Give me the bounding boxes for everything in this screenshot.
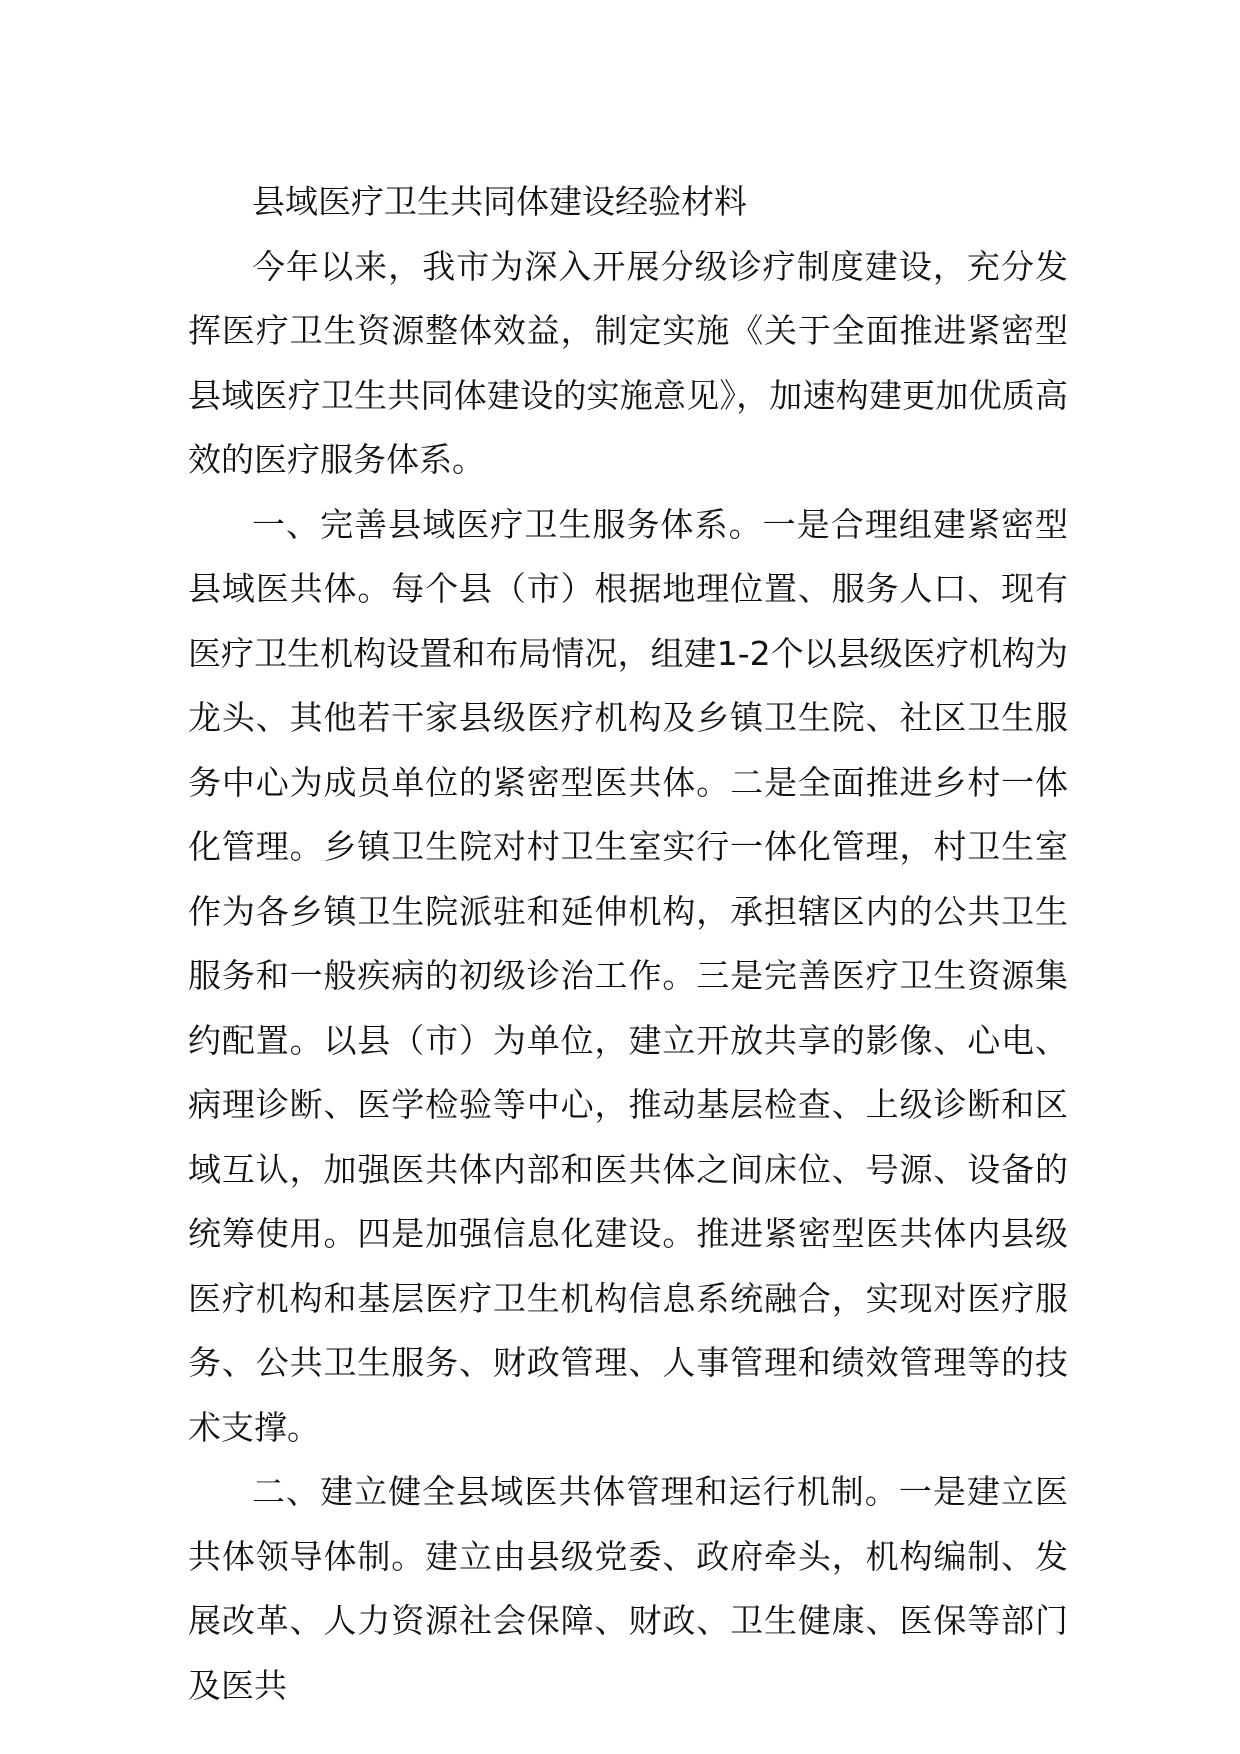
document-body bbox=[188, 170, 1068, 1718]
intro-paragraph: 今年以来，我市为深入开展分级诊疗制度建设，充分发挥医疗卫生资源整体效益，制定实施《关于全面推进紧密型县域医疗卫生共同体建设的实施意见》，加速构建更加优质高效的医疗服务体系。 bbox=[188, 246, 1068, 479]
document-title: 县域医疗卫生共同体建设经验材料 bbox=[252, 182, 747, 221]
section-two-paragraph: 二、建立健全县域医共体管理和运行机制。一是建立医共体领导体制。建立由县级党委、政府牵头，机构编制、发展改革、人力资源社会保障、财政、卫生健康、医保等部门及医共 bbox=[188, 1472, 1068, 1705]
section-one-paragraph: 一、完善县域医疗卫生服务体系。一是合理组建紧密型县域医共体。每个县（市）根据地理位置、服务人口、现有医疗卫生机构设置和布局情况，组建1-2个以县级医疗机构为龙头、其他若干家县级医疗机构及乡镇卫生院、社区卫生服务中心为成员单位的紧密型医共体。二是全面推进乡村一体化管理。乡镇卫生院对村卫生室实行一体化管理，村卫生室作为各乡镇卫生院派驻和延伸机构，承担辖区内的公共卫生服务和一般疾病的初级诊治工作。三是完善医疗卫生资源集约配置。以县（市）为单位，建立开放共享的影像、心电、病理诊断、医学检验等中心，推动基层检查、上级诊断和区域互认，加强医共体内部和医共体之间床位、号源、设备的统筹使用。四是加强信息化建设。推进紧密型医共体内县级医疗机构和基层医疗卫生机构信息系统融合，实现对医疗服务、公共卫生服务、财政管理、人事管理和绩效管理等的技术支撑。 bbox=[188, 504, 1068, 1447]
